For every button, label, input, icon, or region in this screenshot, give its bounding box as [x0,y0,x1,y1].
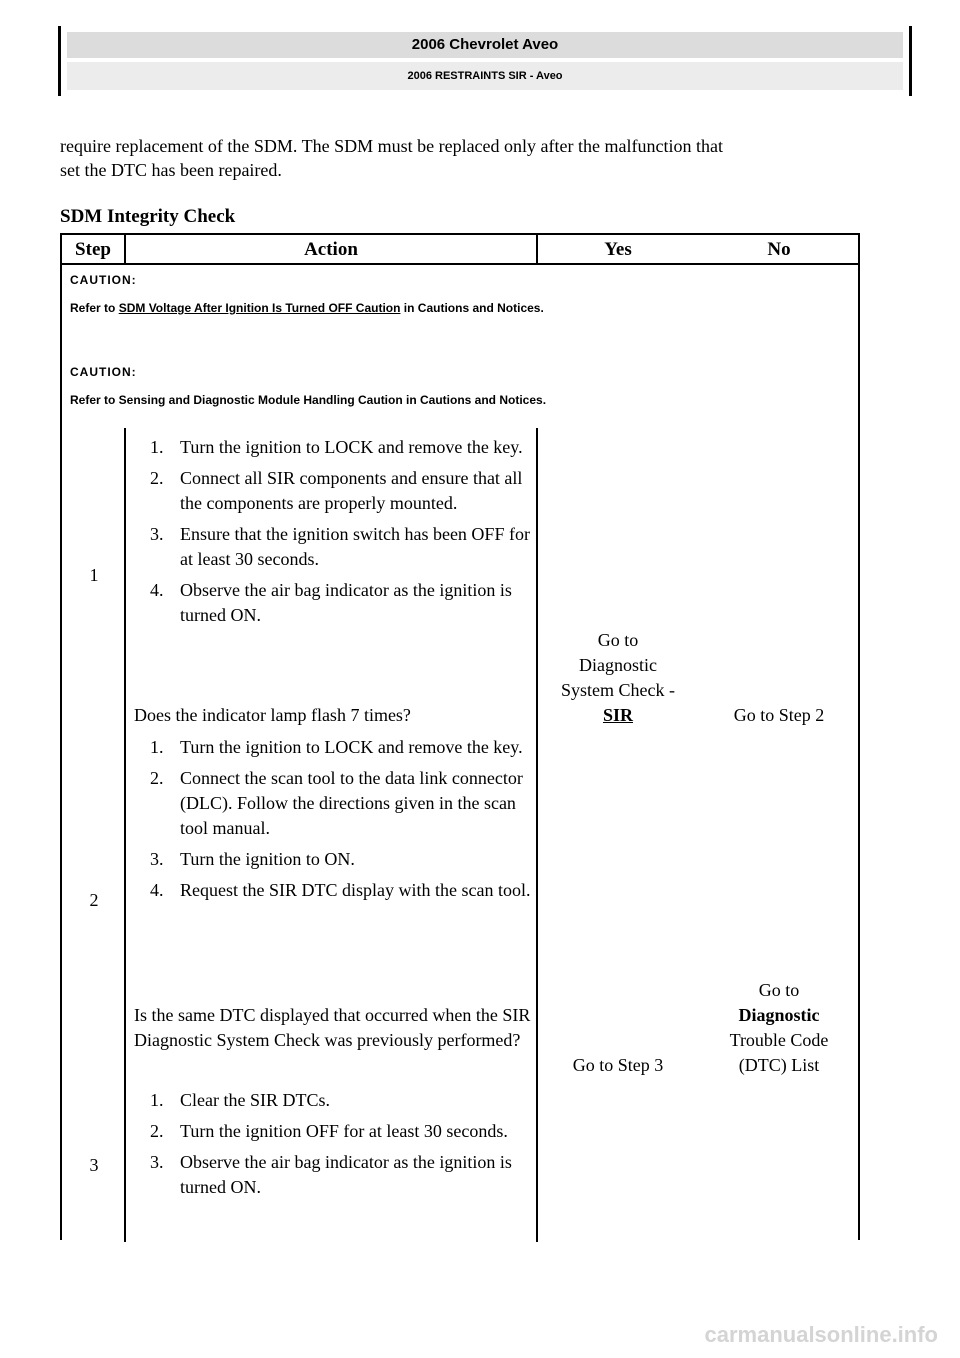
col-header-action: Action [304,239,358,260]
caution-1-text [70,301,690,316]
col-divider-action [536,428,538,1242]
table-title: SDM Integrity Check [60,206,236,227]
sir-link[interactable]: SIR [602,705,633,725]
step-2-action: 4. Request the SIR DTC display with the scan tool. [150,880,531,900]
caution-1-suffix: in Cautions and Notices. [400,301,544,315]
step-1-action: 2. Connect all SIR components and ensure that all the components are properly mounted. [150,468,523,513]
step-2-no: Go to Diagnostic Trouble Code (DTC) List [698,978,860,1078]
step-3-number: 3 [89,1155,99,1175]
caution-1-title: CAUTION: [70,273,137,287]
step-1-question: Does the indicator lamp flash 7 times? [134,705,411,725]
caution-1-prefix: Refer to [70,301,119,315]
step-1-yes: Go to Diagnostic System Check - SIR [538,628,698,728]
sdm-integrity-table [60,233,860,1240]
caution-1 [70,273,690,316]
caution-2-text: Refer to Sensing and Diagnostic Module Handling Caution in Cautions and Notices. [70,393,547,407]
step-2-action: 1. Turn the ignition to LOCK and remove the key. [150,737,523,757]
header-title: 2006 Chevrolet Aveo [67,32,903,58]
intro-line-2: set the DTC has been repaired. [60,160,282,180]
step-3-actions [134,1088,534,1206]
step-3-action: 3. Observe the air bag indicator as the ignition is turned ON. [150,1152,512,1197]
step-1-action: 3. Ensure that the ignition switch has been OFF for at least 30 seconds. [150,524,530,569]
step-3-action: 2. Turn the ignition OFF for at least 30 seconds. [150,1121,508,1141]
dtc-list-link[interactable]: Diagnostic [738,1005,820,1025]
col-header-step: Step [75,239,111,260]
step-2-actions [134,735,534,909]
step-3-action: 1. Clear the SIR DTCs. [150,1090,330,1110]
caution-1-link[interactable]: SDM Voltage After Ignition Is Turned OFF Caution [118,301,401,315]
col-divider-step [124,428,126,1242]
col-header-yes: Yes [604,239,632,260]
step-2-action: 3. Turn the ignition to ON. [150,849,355,869]
watermark: carmanualsonline.info [704,1322,938,1347]
intro-line-1: require replacement of the SDM. The SDM must be replaced only after the malfunction that [60,136,723,156]
step-2-question: Is the same DTC displayed that occurred when the SIR Diagnostic System Check was previously performed? [134,1005,531,1050]
step-1-no: Go to Step 2 [733,705,825,725]
caution-2-title: CAUTION: [70,365,137,379]
header-subtitle: 2006 RESTRAINTS SIR - Aveo [67,62,903,90]
col-header-no: No [767,239,791,260]
step-1-action: 4. Observe the air bag indicator as the ignition is turned ON. [150,580,512,625]
step-1-action: 1. Turn the ignition to LOCK and remove the key. [150,437,523,457]
page-header [58,26,912,96]
step-2-yes: Go to Step 3 [572,1055,664,1075]
intro-paragraph [60,134,900,182]
step-1-actions [134,435,534,634]
step-2-number: 2 [89,890,99,910]
caution-2 [70,365,690,408]
step-1-number: 1 [89,565,99,585]
step-2-action: 2. Connect the scan tool to the data link connector (DLC). Follow the directions given in the scan tool manual. [150,768,523,838]
